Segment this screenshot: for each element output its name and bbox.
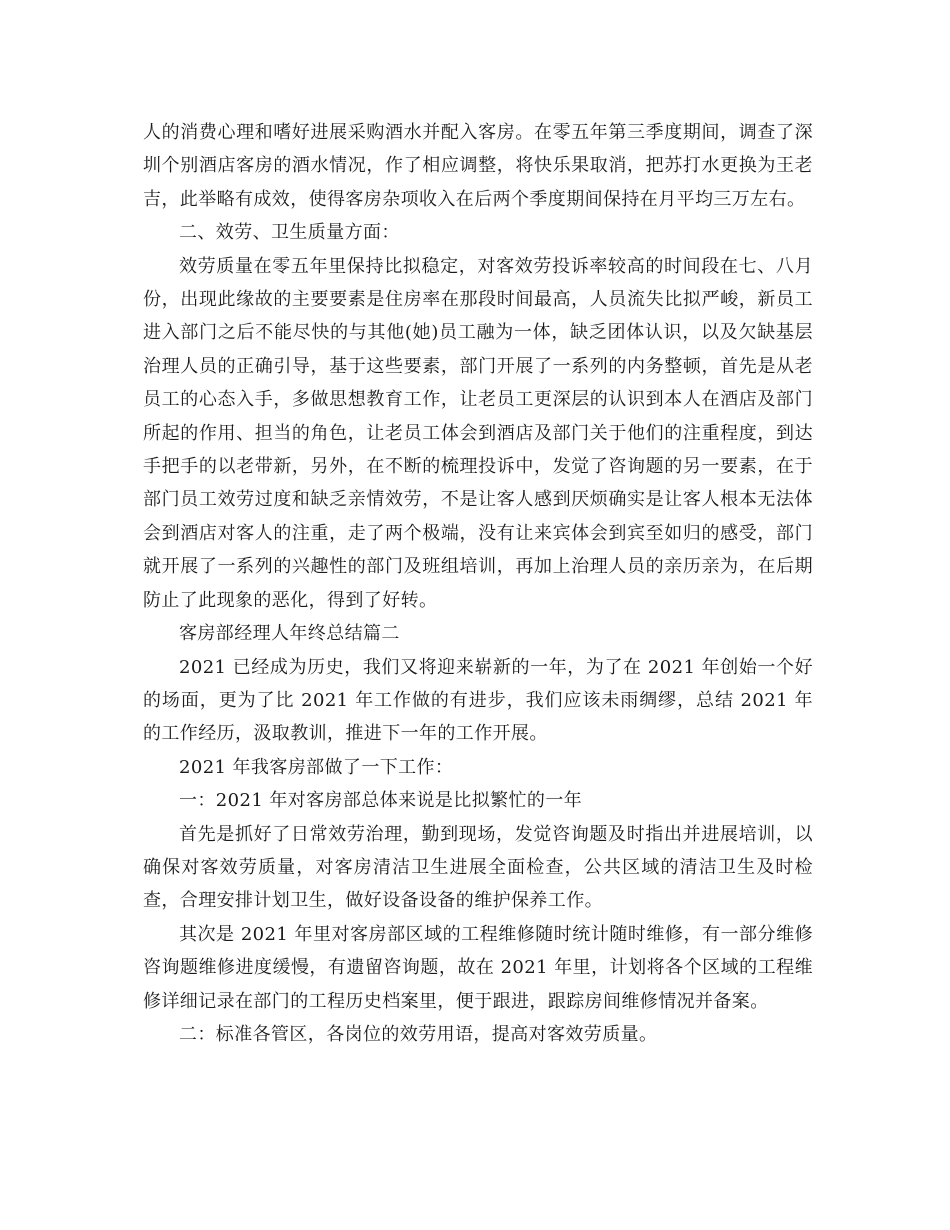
article-title-part-two: 客房部经理人年终总结篇二	[179, 623, 400, 645]
section-intro: 2021 年我客房部做了一下工作：	[179, 756, 454, 778]
section-heading-one: 一：2021 年对客房部总体来说是比拟繁忙的一年	[179, 790, 583, 812]
paragraph-9: 其次是 2021 年里对客房部区域的工程维修随时统计随时维修，有一部分维修咨询题维修进度缓慢，有遗留咨询题，故在 2021 年里，计划将各个区域的工程维修详细记录在部门的工程历史档案里，便于跟进，跟踪房间维修情况并备案。	[143, 923, 813, 1012]
paragraph-5: 2021 已经成为历史，我们又将迎来崭新的一年，为了在 2021 年创始一个好的场面，更为了比 2021 年工作做的有进步，我们应该未雨绸缪，总结 2021 年的工作经历，汲取教训，推进下一年的工作开展。	[143, 656, 813, 745]
paragraph-1: 人的消费心理和嗜好进展采购酒水并配入客房。在零五年第三季度期间，调查了深圳个别酒店客房的酒水情况，作了相应调整，将快乐果取消，把苏打水更换为王老吉，此举略有成效，使得客房杂项收入在后两个季度期间保持在月平均三万左右。	[143, 122, 813, 210]
section-heading-service-hygiene: 二、效劳、卫生质量方面：	[179, 222, 400, 244]
section-heading-two: 二：标准各管区，各岗位的效劳用语，提高对客效劳质量。	[179, 1023, 658, 1045]
paragraph-8: 首先是抓好了日常效劳治理，勤到现场，发觉咨询题及时指出并进展培训，以确保对客效劳质量，对客房清洁卫生进展全面检查，公共区域的清洁卫生及时检查，合理安排计划卫生，做好设备设备的维护保养工作。	[143, 823, 813, 912]
document-body	[143, 116, 813, 1051]
paragraph-3: 效劳质量在零五年里保持比拟稳定，对客效劳投诉率较高的时间段在七、八月份，出现此缘故的主要要素是住房率在那段时间最高，人员流失比拟严峻，新员工进入部门之后不能尽快的与其他(她)员工融为一体，缺乏团体认识，以及欠缺基层治理人员的正确引导，基于这些要素，部门开展了一系列的内务整顿，首先是从老员工的心态入手，多做思想教育工作，让老员工更深层的认识到本人在酒店及部门所起的作用、担当的角色，让老员工体会到酒店及部门关于他们的注重程度，到达手把手的以老带新，另外，在不断的梳理投诉中，发觉了咨询题的另一要素，在于部门员工效劳过度和缺乏亲情效劳，不是让客人感到厌烦确实是让客人根本无法体会到酒店对客人的注重，走了两个极端，没有让来宾体会到宾至如归的感受，部门就开展了一系列的兴趣性的部门及班组培训，再加上治理人员的亲历亲为，在后期防止了此现象的恶化，得到了好转。	[143, 255, 813, 611]
